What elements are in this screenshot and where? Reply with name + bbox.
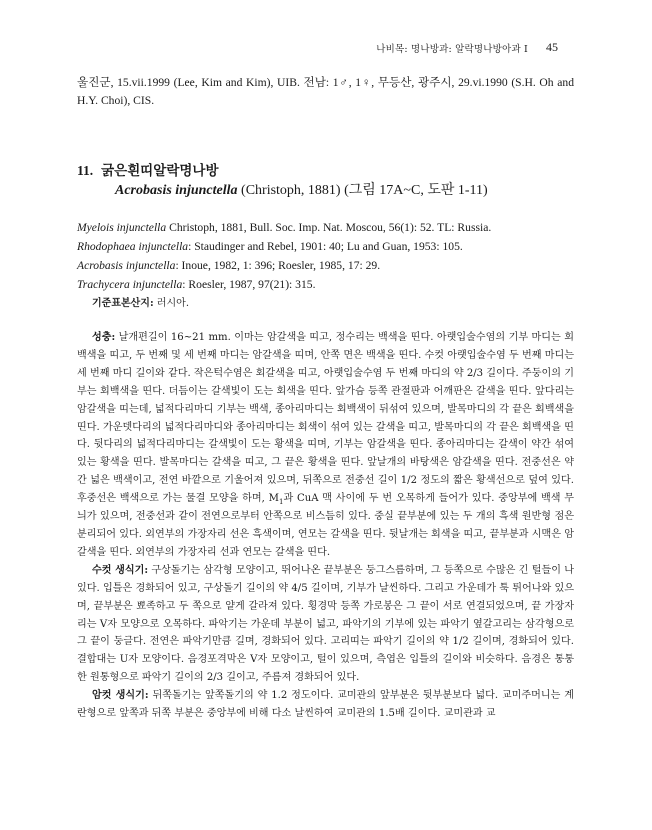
adult-text-part2: 과 CuA 맥 사이에 두 번 오목하게 들어가 있다. 중앙부에 백색 무늬가 있으며, 전중선과 같이 전연으로부터 안쪽으로 비스듬히 있다. 중실 끝부분에 있는 두 개의 흑색 원반형 점은 분리되어 있다. 외연부의 가장자리 선은 흑색이며, 연모는 갈색을 띤다. 뒷날개는 회색을 띠고, 끝부분과 시맥은 암갈색을 띤다. 외연부의 가장자리 선과 연모는 갈색을 띤다. — [77, 493, 574, 558]
synonym-name: Acrobasis injunctella — [77, 259, 176, 273]
synonymy-list — [77, 219, 574, 295]
synonym-reference: : Inoue, 1982, 1: 396; Roesler, 1985, 17: 29. — [175, 259, 381, 273]
synonym-name: Rhodophaea injunctella — [77, 240, 189, 254]
species-korean-heading — [77, 161, 574, 181]
female-genitalia-label: 암컷 생식기: — [92, 690, 149, 702]
synonym-reference: : Staudinger and Rebel, 1901: 40; Lu and Guan, 1953: 105. — [188, 240, 463, 254]
female-genitalia-text: 뒤쪽돌기는 앞쪽돌기의 약 1.2 정도이다. 교미관의 앞부분은 뒷부분보다 넓다. 교미주머니는 계란형으로 앞쪽과 뒤쪽 부분은 중앙부에 비해 다소 날씬하여 교미관의 1.5배 길이다. 교미관과 교 — [77, 690, 574, 720]
page-number: 45 — [546, 40, 558, 54]
synonym-entry — [77, 276, 574, 295]
synonym-name: Trachycera injunctella — [77, 278, 183, 292]
male-genitalia-text: 구상돌기는 삼각형 모양이고, 뛰어나온 끝부분은 둥그스름하며, 그 등쪽으로 수많은 긴 털들이 나 있다. 입틀은 경화되어 있고, 구상돌기 길이의 약 4/5 길이며, 기부가 날씬하다. 그리고 가운데가 툭 튀어나와 있으며, 끝부분은 뾰족하고 두 쪽으로 얕게 갈라져 있다. 횡경막 등쪽 가로봉은 그 끝이 서로 연결되었으며, 끝 가장자리는 V자 모양으로 오목하다. 파악기는 가운데 부분이 넓고, 파악기의 기부에 있는 파악기 옆갈고리는 삼각형으로 그 끝이 둥글다. 전연은 파악기만큼 길며, 경화되어 있다. 고리띠는 파악기 길이의 약 1/2 길이며, 경화되어 있다. 결합대는 U자 모양이다. 음경포격막은 V자 모양이고, 털이 있으며, 측엽은 입틀의 길이와 비슷하다. 음경은 통통한 원통형으로 파악기 길이의 2/3 길이고, 주름져 경화되어 있다. — [77, 564, 574, 684]
vein-subscript: 1 — [278, 498, 284, 507]
synonym-reference: Christoph, 1881, Bull. Soc. Imp. Nat. Moscou, 56(1): 52. TL: Russia. — [166, 221, 492, 235]
male-genitalia-description — [77, 562, 574, 687]
page-body — [77, 74, 574, 723]
synonym-name: Myelois injunctella — [77, 221, 167, 235]
female-genitalia-description — [77, 687, 574, 723]
species-author-figure-ref: (Christoph, 1881) (그림 17A~C, 도판 1-11) — [237, 183, 488, 199]
synonym-entry — [77, 257, 574, 276]
synonym-entry — [77, 238, 574, 257]
adult-text-part1: 날개편길이 16~21 mm. 이마는 암갈색을 띠고, 정수리는 백색을 띤다. 아랫입술수염의 기부 마디는 회백색을 띠고, 두 번째 및 세 번째 마디는 암갈색을 띠며, 안쪽 면은 백색을 띤다. 수컷 아랫입술수염 두 번째 마디는 세 번째 마디 길이와 같다. 작은턱수염은 회갈색을 띠고, 아랫입술수염 두 번째 마디의 약 2/3 길이다. 주둥이의 기부는 회백색을 띤다. 더듬이는 갈색빛이 도는 회색을 띤다. 앞가슴 등쪽 관절판과 어깨판은 갈색을 띤다. 앞다리는 암갈색을 띠는데, 넓적다리마디 기부는 백색, 종아리마디는 회백색이 뒤섞여 있으며, 발목마디의 각 끝은 회백색을 띤다. 가운뎃다리의 넓적다리마디와 종아리마디는 회색이 섞여 있는 갈색을 띠고, 발목마디의 각 끝은 회백색을 띤다. 뒷다리의 넓적다리마디는 갈색빛이 도는 황색을 띠며, 기부는 암갈색을 띤다. 종아리마디는 갈색이 약간 섞여 있는 황색을 띤다. 발목마디는 갈색을 띠고, 그 끝은 황색을 띤다. 앞날개의 바탕색은 암갈색을 띤다. 전중선은 약간 넓은 백색이고, 전연 바깥으로 기울어져 있으며, 뒤쪽으로 전중선 길이 1/2 정도의 짧은 황색선으로 덮여 있다. 후중선은 백색으로 가는 물결 모양을 하며, M — [77, 332, 574, 505]
male-genitalia-label: 수컷 생식기: — [92, 564, 149, 576]
running-header — [0, 40, 652, 58]
type-locality-value: 러시아. — [153, 298, 189, 310]
type-locality — [77, 295, 574, 313]
running-title: 나비목: 명나방과: 알락명나방아과 I — [376, 44, 528, 55]
synonym-reference: : Roesler, 1987, 97(21): 315. — [182, 278, 316, 292]
species-number: 11. — [77, 163, 94, 179]
specimen-record: 울진군, 15.vii.1999 (Lee, Kim and Kim), UIB. 전남: 1♂, 1♀, 무등산, 광주시, 29.vi.1990 (S.H. Oh and H.Y. Choi), CIS. — [77, 76, 574, 107]
synonym-entry — [77, 219, 574, 238]
species-heading — [77, 161, 574, 201]
adult-label: 성충: — [92, 332, 116, 344]
species-description — [77, 329, 574, 723]
type-locality-label: 기준표본산지: — [92, 298, 154, 310]
species-scientific-name: Acrobasis injunctella — [115, 183, 238, 199]
species-korean-name: 굵은흰띠알락명나방 — [101, 163, 219, 180]
species-scientific-heading — [77, 181, 574, 201]
adult-description — [77, 329, 574, 562]
